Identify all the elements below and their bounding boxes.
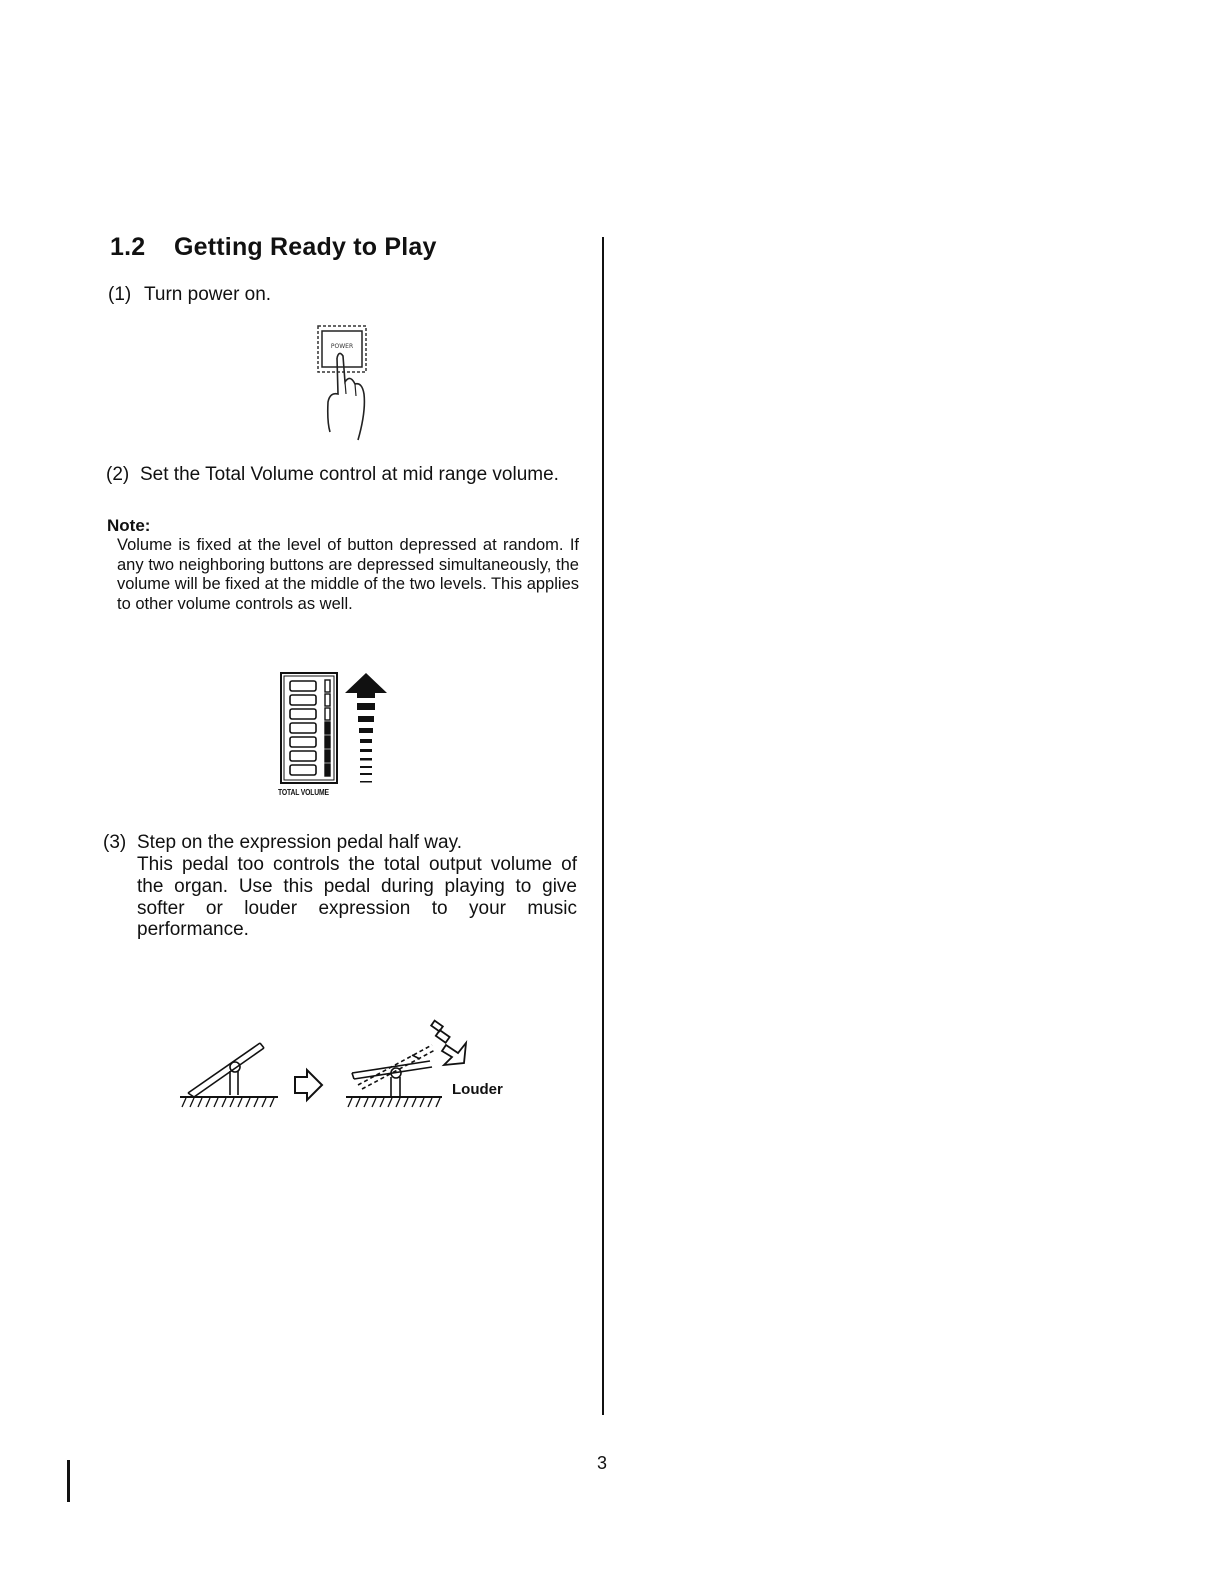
column-rule (602, 237, 604, 1415)
page-number: 3 (597, 1453, 608, 1473)
step-1 (108, 284, 588, 308)
step-3-detail: This pedal too controls the total output volume of the organ. Use this pedal during playing to give softer or louder expression to your music performance. (137, 854, 577, 941)
total-volume-illustration (278, 668, 396, 792)
step-3 (103, 832, 579, 854)
step-1-marker: (1) (108, 284, 132, 305)
expression-pedal-illustration (180, 1015, 480, 1115)
louder-label: Louder (452, 1081, 503, 1098)
section-title: Getting Ready to Play (174, 233, 437, 261)
power-button-illustration (310, 322, 380, 448)
step-2-text: Set the Total Volume control at mid range volume. (140, 464, 559, 485)
total-volume-caption: TOTAL VOLUME (278, 788, 329, 797)
note-label: Note: (107, 516, 151, 535)
step-1-text: Turn power on. (144, 284, 272, 305)
power-button-label: POWER (330, 343, 354, 350)
note-body: Volume is fixed at the level of button depressed at random. If any two neighboring buttons are depressed simultaneously, the volume will be fixed at the middle of the two levels. This applies to other volume controls as well. (117, 536, 579, 613)
section-number: 1.2 (110, 233, 146, 261)
step-3-text: Step on the expression pedal half way. (137, 832, 462, 853)
step-2 (106, 464, 582, 510)
step-3-marker: (3) (103, 832, 127, 853)
section-heading (110, 233, 437, 262)
step-2-marker: (2) (106, 464, 130, 485)
margin-mark (67, 1460, 70, 1502)
